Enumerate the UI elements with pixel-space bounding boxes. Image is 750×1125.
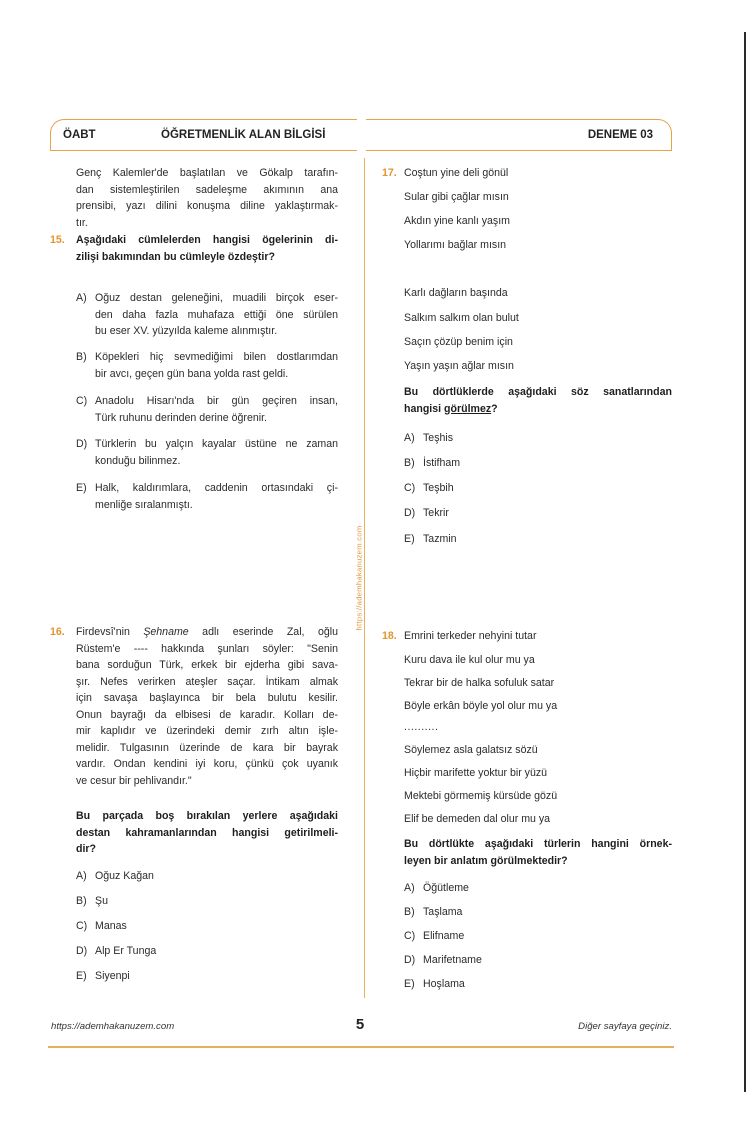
question-18-option-b[interactable]: B) Taşlama: [404, 906, 463, 918]
question-16-option-b[interactable]: B) Şu: [76, 895, 108, 907]
question-16-option-a[interactable]: A) Oğuz Kağan: [76, 870, 154, 882]
q17-poem-line: Sular gibi çağlar mısın: [404, 191, 509, 203]
page-number: 5: [355, 1016, 365, 1033]
question-15-option-b[interactable]: B) Köpekleri hiç sevmediğimi bilen dostlarımdan bir avcı, geçen gün bana yolda rast geldi.: [76, 351, 338, 380]
question-15-option-c[interactable]: C) Anadolu Hisarı'nda bir gün geçiren insan, Türk ruhunu derinden derine öğrenir.: [76, 395, 338, 424]
footer-rule: [48, 1046, 674, 1048]
question-16-option-d[interactable]: D) Alp Er Tunga: [76, 945, 157, 957]
q18-ellipsis: ..........: [404, 721, 439, 733]
column-divider: [364, 158, 365, 998]
question-18-number: 18.: [382, 630, 397, 642]
question-16-number: 16.: [50, 626, 65, 638]
book-title: Şehname: [143, 626, 189, 638]
question-16-option-c[interactable]: C) Manas: [76, 920, 127, 932]
question-15-number: 15.: [50, 234, 65, 246]
q17-poem-line: Salkım salkım olan bulut: [404, 312, 519, 324]
intro-passage: Genç Kalemler'de başlatılan ve Gökalp tarafın- dan sistemleştirilen sadeleşme akımının ana prensibi, yazı dilini konuşma diline yaklaştırmak- tır.: [76, 167, 338, 229]
question-17-option-e[interactable]: E) Tazmin: [404, 533, 457, 545]
header-left: [50, 119, 357, 151]
question-17-option-c[interactable]: C) Teşbih: [404, 482, 454, 494]
question-16-option-e[interactable]: E) Siyenpi: [76, 970, 130, 982]
q17-poem-line: Yollarımı bağlar mısın: [404, 239, 507, 251]
question-17-number: 17.: [382, 167, 397, 179]
question-17-stem: Bu dörtlüklerde aşağıdaki söz sanatlarından hangisi görülmez?: [404, 386, 672, 415]
q18-poem-line: Elif be demeden dal olur mu ya: [404, 813, 551, 825]
footer-url[interactable]: https://ademhakanuzem.com: [51, 1021, 175, 1032]
q18-poem-line: Hiçbir marifette yoktur bir yüzü: [404, 767, 548, 779]
q18-poem-line: Tekrar bir de halka sofuluk satar: [404, 677, 555, 689]
q17-poem-line: Coştun yine deli gönül: [404, 167, 509, 179]
q17-poem-line: Yaşın yaşın ağlar mısın: [404, 360, 514, 372]
question-15-stem: Aşağıdaki cümlelerden hangisi ögelerinin di- zilişi bakımından bu cümleyle özdeştir?: [76, 234, 338, 263]
question-17-option-a[interactable]: A) Teşhis: [404, 432, 454, 444]
q17-poem-line: Saçın çözüp benim için: [404, 336, 513, 348]
exam-code: ÖABT: [63, 129, 96, 141]
question-16-stem: Bu parçada boş bırakılan yerlere aşağıdaki destan kahramanlarından hangisi getirilmeli- dir?: [76, 810, 338, 855]
test-name: DENEME 03: [587, 129, 653, 141]
q17-poem-line: Akdın yine kanlı yaşım: [404, 215, 510, 227]
question-15-option-a[interactable]: A) Oğuz destan geleneğini, muadili birçok eser- den daha fazla muhafaza ettiği öne sürülen bu eser XV. yüzyılda kaleme alınmıştır.: [76, 292, 338, 337]
header-right: [366, 119, 672, 151]
question-18-option-a[interactable]: A) Öğütleme: [404, 882, 469, 894]
question-15-option-e[interactable]: E) Halk, kaldırımlara, caddenin ortasındaki çi- menliğe sıralanmıştı.: [76, 482, 338, 511]
side-watermark-url: https://ademhakanuzem.com: [354, 525, 364, 631]
question-18-option-e[interactable]: E) Hoşlama: [404, 978, 465, 990]
question-18-stem: Bu dörtlükte aşağıdaki türlerin hangini örnek- leyen bir anlatım görülmektedir?: [404, 838, 672, 867]
q18-poem-line: Emrini terkeder nehyini tutar: [404, 630, 537, 642]
page-edge-rule: [744, 32, 746, 1092]
subject-title: ÖĞRETMENLİK ALAN BİLGİSİ: [161, 129, 326, 141]
question-16-passage: Firdevsî'nin Şehname adlı eserinde Zal, oğlu Rüstem'e ---- hakkında şunları söyler: "Senin bana sorduğun Türk, erkek bir ejderha gibi sava- şır. Nefes verirken ateşler saçar. İntikam almak için savaşa başlayınca bir bela bulutu kesilir. Onun bayrağı da elbisesi de karadır. Kolları de- mir kaplıdır ve üzerindeki demir zırh altın işle- melidir. Tulgasının üzerinde de kara bir bayrak vardır. Ondan kendini iyi koru, çünkü çok uyanık ve cesur bir pehlivandır.": [76, 626, 338, 787]
q18-poem-line: Kuru dava ile kul olur mu ya: [404, 654, 535, 666]
question-18-option-d[interactable]: D) Marifetname: [404, 954, 482, 966]
question-18-option-c[interactable]: C) Elifname: [404, 930, 465, 942]
question-15-option-d[interactable]: D) Türklerin bu yalçın kayalar üstüne ne zaman konduğu bilinmez.: [76, 438, 338, 467]
q18-poem-line: Söylemez asla galatsız sözü: [404, 744, 538, 756]
question-17-option-b[interactable]: B) İstifham: [404, 457, 461, 469]
question-17-option-d[interactable]: D) Tekrir: [404, 507, 449, 519]
q18-poem-line: Mektebi görmemiş kürsüde gözü: [404, 790, 558, 802]
q18-poem-line: Böyle erkân böyle yol olur mu ya: [404, 700, 558, 712]
negation-underlined: görülmez: [444, 402, 492, 415]
next-page-note: Diğer sayfaya geçiniz.: [578, 1021, 672, 1032]
q17-poem-line: Karlı dağların başında: [404, 287, 508, 299]
